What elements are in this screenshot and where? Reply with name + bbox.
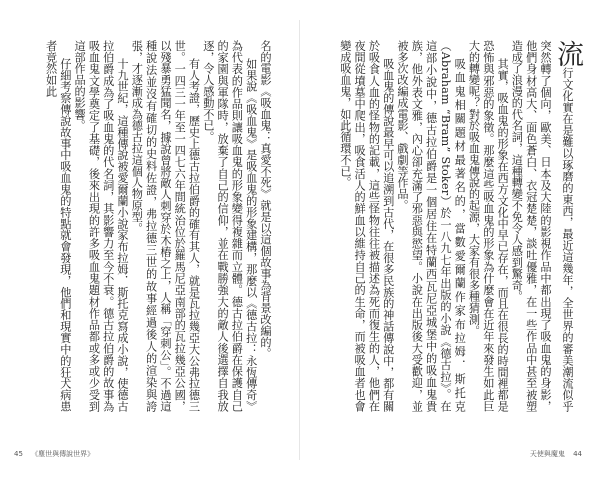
- page-number: 44: [573, 450, 582, 458]
- right-page: [300, 0, 600, 480]
- running-head: 《塵世與傳說世界》: [31, 450, 95, 458]
- left-page-folio: [14, 449, 100, 459]
- paragraph: 名的電影《吸血鬼：真愛不死》就是以這個故事為背景改編的。: [259, 40, 272, 360]
- paragraph: 仔細考察傳說故事中吸血鬼的特點就會發現，他們和現實中的狂犬病患者竟然如此: [44, 40, 72, 412]
- paragraph: [509, 40, 582, 412]
- running-head: 天使與魔鬼: [529, 450, 565, 458]
- paragraph-text: 行文化實在是難以琢磨的東西，最近這幾年，全世界的審美潮流似乎突然轉了個向，歐美、日本及大陸的影視作品中都出現了吸血鬼的身影，他們身材高大、面色蒼白、衣冠楚楚，談吐優雅，在一些作品中甚至被塑造成了浪漫的代名詞，這種轉變不免令人感到驚奇。: [510, 40, 574, 413]
- right-page-text: [338, 40, 583, 413]
- paragraph: 有人考證，歷史上德古拉伯爵的確有其人，就是瓦拉幾亞大公弗拉德三世。一四三一年至一四七六年間統治位於羅馬尼亞南部的瓦拉幾亞公國，以殘暴勇猛聞名，據說曾將敵人刺穿於木樁之上，人稱「穿刺公」。不過這種說法並沒有確切的史料佐證，弗拉德三世的故事經過後人的渲染與誇張，才逐漸成為德古拉這個人物原型。: [130, 40, 201, 412]
- right-page-folio: [530, 449, 588, 459]
- paragraph: 如果說《吸血鬼》是吸血鬼的形象建構，那麼以《德古拉：永恆傳奇》為代表的作品則讓吸血鬼的形象變得複雜而立體。德古拉伯爵在保護自己的家園與軍隊時，放棄了自己的信仰，並在戰勝強大的敵人後選擇自我放逐，令人感動不已。: [201, 40, 258, 412]
- page-number: 45: [14, 450, 23, 458]
- paragraph: 吸血鬼的傳說最早可以追溯到古代，在很多民族的神話傳說中，都有關於吸食人血的怪物的記載，這些怪物往往被描述為死而復生的人，他們在夜間從墳墓中爬出，吸食活人的鮮血以維持自己的生命，而被吸血者也會變成吸血鬼，如此循環不已。: [338, 40, 395, 412]
- drop-cap: 流: [552, 40, 583, 68]
- paragraph: 十九世紀，這種傳說被愛爾蘭小說家布拉姆．斯托克寫成小說，使德古拉伯爵成為了吸血鬼的代名詞，其影響力至今不衰。德古拉伯爵的故事為吸血鬼文學奠定了基礎，後來出現的許多吸血鬼題材作品都或多或少受到這部作品的影響。: [73, 40, 130, 412]
- paragraph: 其實，吸血鬼的形象在西方文化中早已存在，而且在很長的時間裡都是恐怖與邪惡的象徵。那麼這些吸血鬼的形象為什麼會在近年來發生如此巨大的轉變呢？對於吸血鬼傳說的起源，大家有很多種猜測。: [467, 40, 510, 412]
- left-page-text: [12, 40, 272, 412]
- paragraph: 吸血鬼相關題材最著名的，當數愛爾蘭作家布拉姆．斯托克（Abraham “Bram” Stoker）於一八九七年出版的小說《德古拉》。在這部小說中，德古拉伯爵是一個居住在特蘭西瓦尼亞城堡中的吸血鬼貴族，他外表文雅，內心卻充滿了邪惡與慾望。小說在出版後大受歡迎，並被多次改編成電影、戲劇等作品。: [396, 40, 467, 412]
